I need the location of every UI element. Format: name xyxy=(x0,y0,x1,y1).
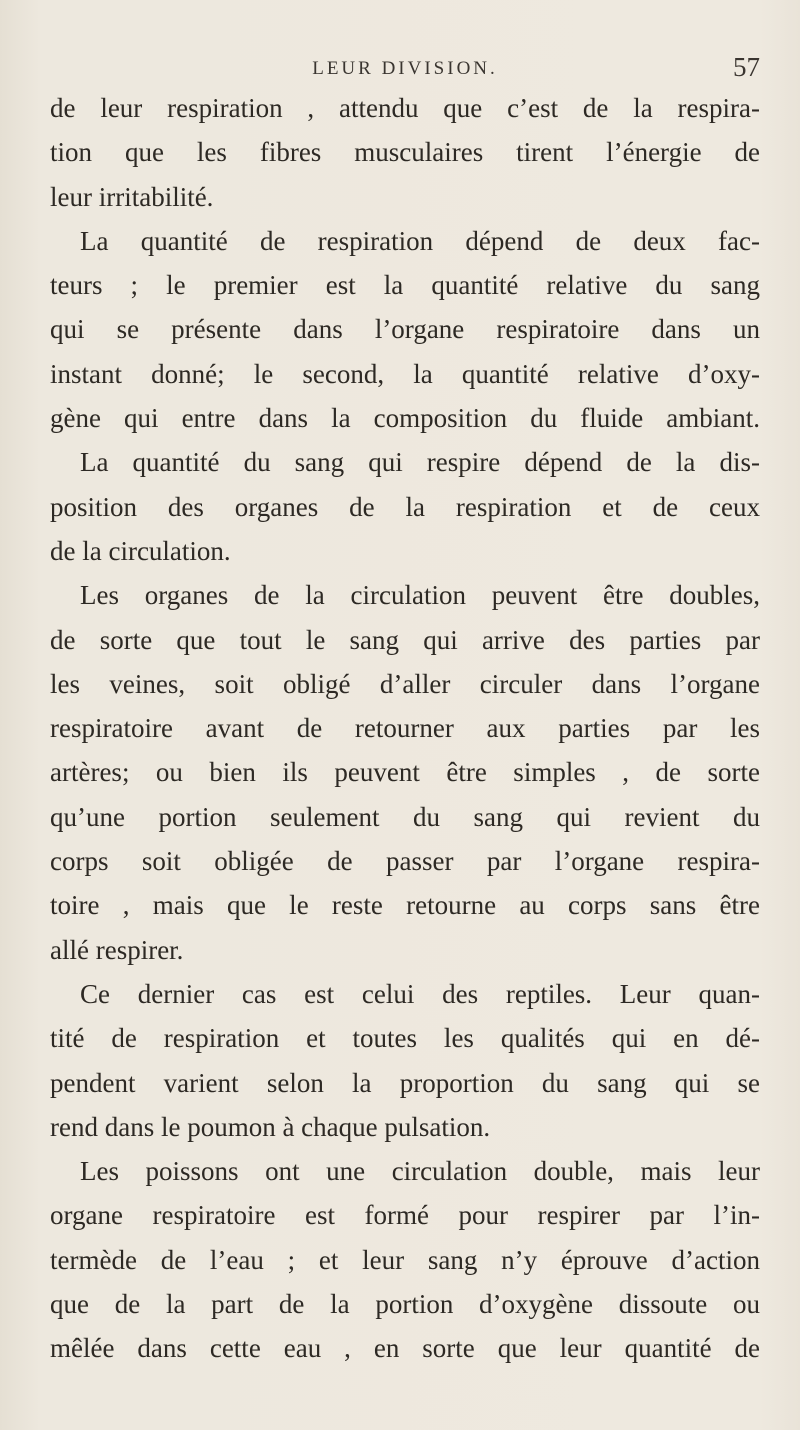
text-line: La quantité de respiration dépend de deux fac- xyxy=(80,225,760,256)
text-line: termède de l’eau ; et leur sang n’y éprouve d’action xyxy=(50,1244,760,1275)
text-line: organe respiratoire est formé pour respirer par l’in- xyxy=(50,1200,760,1231)
text-line: que de la part de la portion d’oxygène dissoute ou xyxy=(50,1289,760,1320)
text-line: artères; ou bien ils peuvent être simples , de sorte xyxy=(50,757,760,788)
text-line: instant donné; le second, la quantité relative d’oxy- xyxy=(50,358,760,389)
text-line: allé respirer. xyxy=(50,934,184,965)
text-line: leur irritabilité. xyxy=(50,181,214,212)
text-line: corps soit obligée de passer par l’organe respira- xyxy=(50,846,760,877)
text-line: de leur respiration , attendu que c’est de la respira- xyxy=(50,93,760,123)
running-head xyxy=(50,52,760,86)
text-line: qu’une portion seulement du sang qui revient du xyxy=(50,801,760,832)
text-line: de sorte que tout le sang qui arrive des parties par xyxy=(50,624,760,655)
text-line: La quantité du sang qui respire dépend de la dis- xyxy=(80,447,760,478)
running-title: LEUR DIVISION. xyxy=(312,58,498,79)
text-line: tité de respiration et toutes les qualités qui en dé- xyxy=(50,1023,760,1054)
text-line: mêlée dans cette eau , en sorte que leur quantité de xyxy=(50,1333,760,1364)
text-line: pendent varient selon la proportion du sang qui se xyxy=(50,1067,760,1098)
text-line: teurs ; le premier est la quantité relative du sang xyxy=(50,270,760,301)
text-line: les veines, soit obligé d’aller circuler dans l’organe xyxy=(50,668,760,699)
text-line: qui se présente dans l’organe respiratoire dans un xyxy=(50,314,760,345)
body-text xyxy=(50,86,760,1371)
text-line: respiratoire avant de retourner aux parties par les xyxy=(50,713,760,744)
text-line: de la circulation. xyxy=(50,535,231,566)
text-line: rend dans le poumon à chaque pulsation. xyxy=(50,1111,491,1142)
text-line: gène qui entre dans la composition du fluide ambiant. xyxy=(50,403,760,434)
page-number: 57 xyxy=(733,52,760,82)
text-line: tion que les fibres musculaires tirent l’énergie de xyxy=(50,137,760,168)
text-line: Les poissons ont une circulation double, mais leur xyxy=(80,1156,760,1187)
text-line: toire , mais que le reste retourne au corps sans être xyxy=(50,890,760,921)
text-line: position des organes de la respiration et de ceux xyxy=(50,491,760,522)
text-line: Les organes de la circulation peuvent être doubles, xyxy=(80,580,760,611)
text-line: Ce dernier cas est celui des reptiles. Leur quan- xyxy=(80,978,760,1009)
